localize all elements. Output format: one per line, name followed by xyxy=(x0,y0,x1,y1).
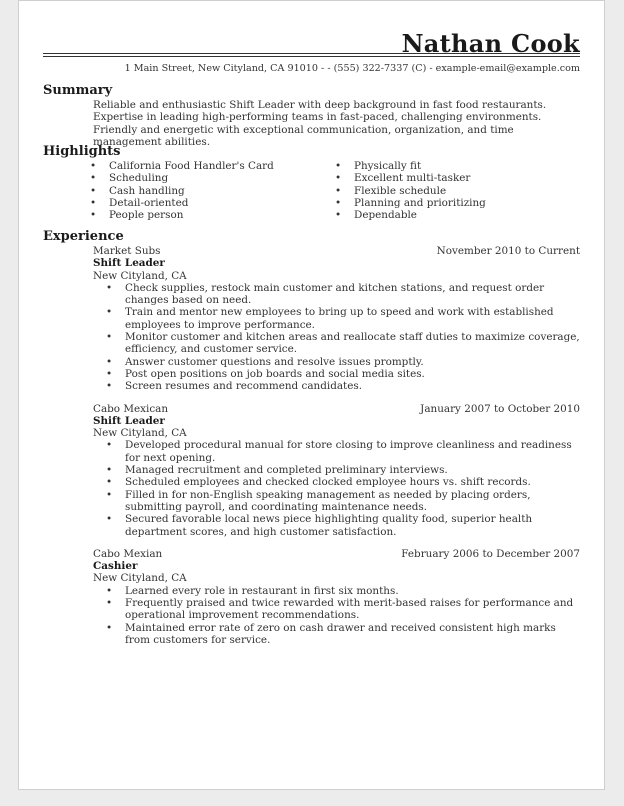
experience-section xyxy=(43,229,580,646)
job-dates: February 2006 to December 2007 xyxy=(401,547,580,560)
list-item: • Secured favorable local news piece highlighting quality food, superior health department scores, and high customer satisfaction. xyxy=(125,513,580,538)
contact-line: 1 Main Street, New Cityland, CA 91010 - - (555) 322-7337 (C) - example-email@example.com xyxy=(124,63,580,74)
list-item: • Flexible schedule xyxy=(354,185,486,197)
list-item: • Check supplies, restock main customer and kitchen stations, and request order changes based on need. xyxy=(125,282,580,307)
list-item: • Post open positions on job boards and social media sites. xyxy=(125,368,580,380)
job-company: Cabo Mexian xyxy=(93,547,163,560)
job-duties xyxy=(93,585,580,646)
job-location: New Cityland, CA xyxy=(93,572,187,585)
job-entry xyxy=(93,548,580,646)
job-duties xyxy=(93,439,580,537)
resume-page xyxy=(18,0,605,790)
list-item: • Scheduled employees and checked clocked employee hours vs. shift records. xyxy=(125,476,580,488)
job-company: Market Subs xyxy=(93,245,161,257)
list-item: • Train and mentor new employees to bring up to speed and work with established employees to improve performance. xyxy=(125,306,580,331)
highlights-heading: Highlights xyxy=(43,144,121,159)
job-entry xyxy=(93,245,580,393)
list-item: • People person xyxy=(109,209,354,221)
job-title: Cashier xyxy=(93,560,138,573)
summary-text: Reliable and enthusiastic Shift Leader with deep background in fast food restaurants. Expertise in leading high-performing teams in fast-paced, challenging environments. Friendly and energetic with exceptional communication, organization, and time management abilities. xyxy=(93,99,547,148)
job-duties xyxy=(93,282,580,393)
job-company: Cabo Mexican xyxy=(93,402,169,415)
job-dates: November 2010 to Current xyxy=(436,245,580,257)
list-item: • Excellent multi-tasker xyxy=(354,172,486,184)
list-item: • Scheduling xyxy=(109,172,354,184)
list-item: • Planning and prioritizing xyxy=(354,197,486,209)
list-item: • Frequently praised and twice rewarded with merit-based raises for performance and operational improvement recommendations. xyxy=(125,597,580,622)
job-title: Shift Leader xyxy=(93,257,165,270)
job-location: New Cityland, CA xyxy=(93,269,187,282)
list-item: • Answer customer questions and resolve issues promptly. xyxy=(125,356,580,368)
job-entry xyxy=(93,403,580,538)
job-title: Shift Leader xyxy=(93,414,165,427)
list-item: • Cash handling xyxy=(109,185,354,197)
list-item: • Managed recruitment and completed preliminary interviews. xyxy=(125,464,580,476)
highlights-section xyxy=(43,144,580,221)
list-item: • Monitor customer and kitchen areas and reallocate staff duties to maximize coverage, efficiency, and customer service. xyxy=(125,331,580,356)
list-item: • Physically fit xyxy=(354,160,486,172)
list-item: • Learned every role in restaurant in first six months. xyxy=(125,585,580,597)
list-item: • California Food Handler's Card xyxy=(109,160,354,172)
list-item: • Filled in for non-English speaking management as needed by placing orders, submitting payroll, and coordinating maintenance needs. xyxy=(125,489,580,514)
highlights-right-column xyxy=(354,160,486,221)
list-item: • Maintained error rate of zero on cash drawer and received consistent high marks from customers for service. xyxy=(125,622,580,647)
summary-section xyxy=(43,83,580,148)
summary-heading: Summary xyxy=(43,83,113,98)
experience-heading: Experience xyxy=(43,229,124,244)
list-item: • Dependable xyxy=(354,209,486,221)
job-dates: January 2007 to October 2010 xyxy=(420,402,580,415)
list-item: • Developed procedural manual for store closing to improve cleanliness and readiness for next opening. xyxy=(125,439,580,464)
list-item: • Detail-oriented xyxy=(109,197,354,209)
highlights-left-column xyxy=(109,160,354,221)
list-item: • Screen resumes and recommend candidates. xyxy=(125,380,580,392)
candidate-name: Nathan Cook xyxy=(401,29,580,58)
job-location: New Cityland, CA xyxy=(93,427,187,440)
highlights-list xyxy=(43,160,580,221)
header-divider xyxy=(43,53,580,57)
